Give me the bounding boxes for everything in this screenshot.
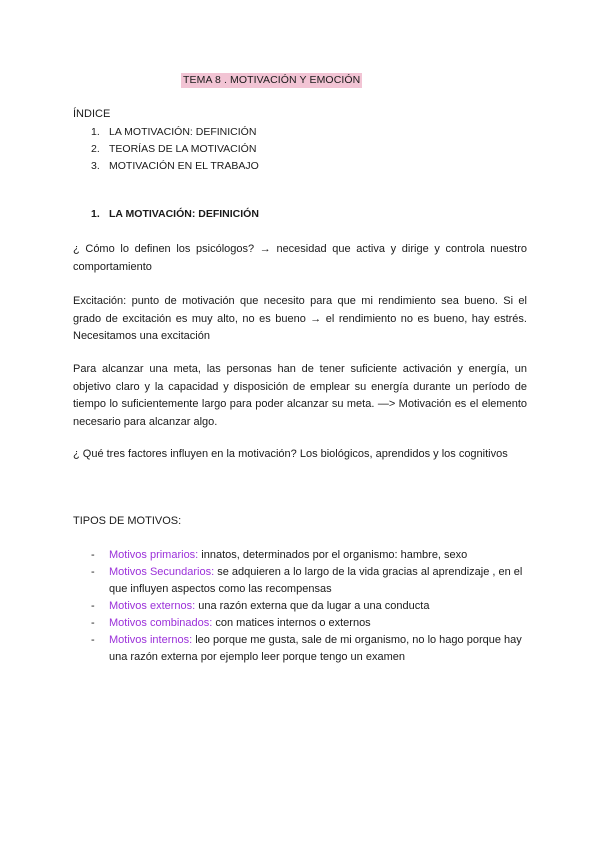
bullet-dash: -: [91, 600, 95, 612]
index-item: [91, 141, 259, 158]
motivo-description: una razón externa que da lugar a una conducta: [195, 600, 430, 612]
list-item: [91, 615, 527, 632]
section-heading: [91, 208, 259, 220]
list-item: [91, 547, 527, 564]
index-item: [91, 124, 259, 141]
index-item-text: MOTIVACIÓN EN EL TRABAJO: [109, 160, 259, 172]
section-title: LA MOTIVACIÓN: DEFINICIÓN: [109, 208, 259, 220]
index-label: ÍNDICE: [73, 108, 111, 120]
motivo-term: Motivos externos:: [109, 600, 196, 612]
section-number: 1.: [91, 208, 100, 220]
motivo-description: leo porque me gusta, sale de mi organismo, no lo hago porque hay una razón externa por ejemplo leer porque tengo un examen: [109, 634, 522, 663]
index-item-text: LA MOTIVACIÓN: DEFINICIÓN: [109, 126, 257, 138]
motivo-term: Motivos internos:: [109, 634, 193, 646]
paragraph-definition: ¿ Cómo lo definen los psicólogos? → necesidad que activa y dirige y controla nuestro comportamiento: [73, 243, 527, 273]
motivo-term: Motivos combinados:: [109, 617, 213, 629]
motivo-description: se adquieren a lo largo de la vida gracias al aprendizaje , en el que influyen aspectos como las recompensas: [109, 566, 523, 595]
bullet-dash: -: [91, 566, 95, 578]
index-item-number: 2.: [91, 143, 100, 155]
list-item: [91, 632, 527, 666]
document-title: TEMA 8 . MOTIVACIÓN Y EMOCIÓN: [183, 74, 361, 86]
bullet-dash: -: [91, 617, 95, 629]
list-item: [91, 598, 527, 615]
motivos-list: [91, 547, 527, 666]
index-list: [91, 124, 259, 175]
title-wrapper: [181, 73, 362, 88]
motivo-term: Motivos primarios:: [109, 549, 199, 561]
index-item: [91, 158, 259, 175]
list-item: [91, 564, 527, 598]
bullet-dash: -: [91, 634, 95, 646]
bullet-dash: -: [91, 549, 95, 561]
paragraph-factores: ¿ Qué tres factores influyen en la motivación? Los biológicos, aprendidos y los cognitivos: [73, 448, 508, 460]
index-item-number: 3.: [91, 160, 100, 172]
paragraph-meta: Para alcanzar una meta, las personas han de tener suficiente activación y energía, un objetivo claro y la capacidad y disposición de emplear su energía durante un período de tiempo lo suficientemente largo para poder alcanzar su meta. —> Motivación es el elemento necesario para alcanzar algo.: [73, 363, 527, 428]
motivo-description: innatos, determinados por el organismo: hambre, sexo: [198, 549, 468, 561]
motivo-description: con matices internos o externos: [212, 617, 371, 629]
tipos-label: TIPOS DE MOTIVOS:: [73, 515, 182, 527]
paragraph-excitacion: Excitación: punto de motivación que necesito para que mi rendimiento sea bueno. Si el grado de excitación es muy alto, no es bueno → el rendimiento no es bueno, hay estrés. Necesitamos una excitación: [73, 295, 527, 342]
motivo-term: Motivos Secundarios:: [109, 566, 215, 578]
index-item-number: 1.: [91, 126, 100, 138]
index-item-text: TEORÍAS DE LA MOTIVACIÓN: [109, 143, 257, 155]
